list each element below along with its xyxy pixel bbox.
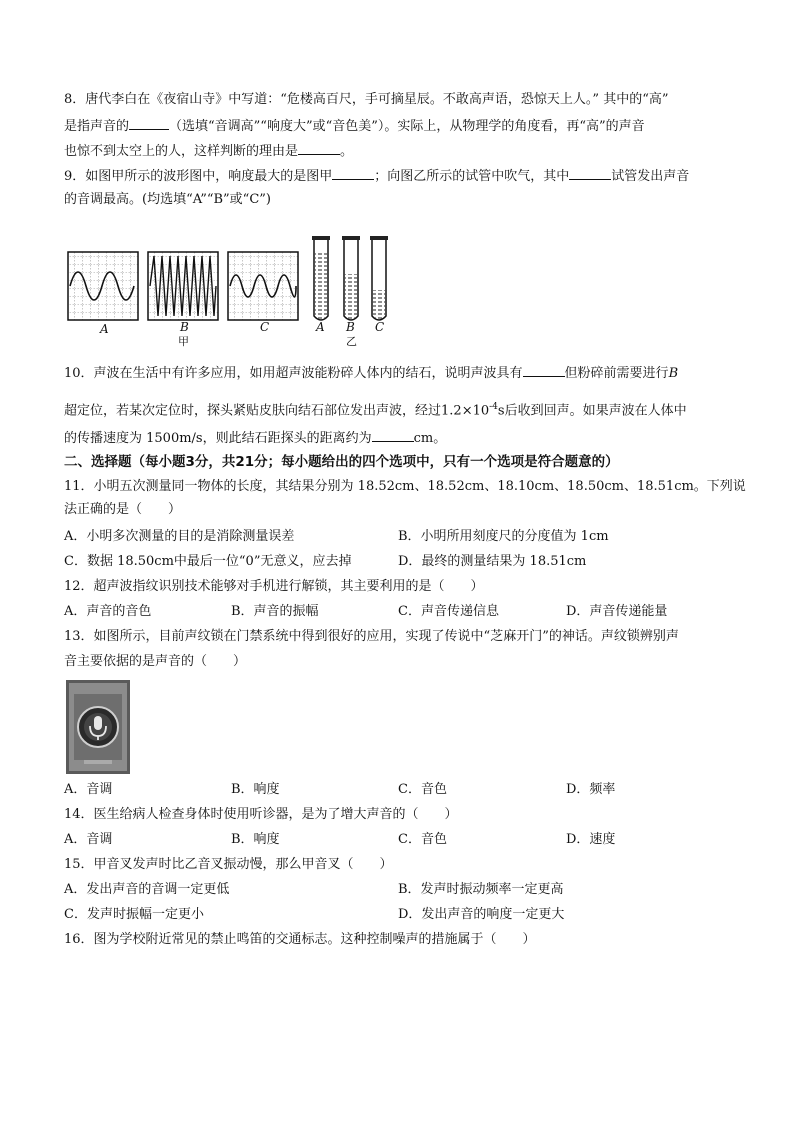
option-a[interactable]: A．发出声音的音调一定更低 xyxy=(64,882,230,897)
q12-stem: 12．超声波指纹识别技术能够对手机进行解锁，其主要利用的是（ ） xyxy=(64,579,484,594)
q10-text: 超定位，若某次定位时，探头紧贴皮肤向结石部位发出声波，经过 xyxy=(64,403,442,419)
q8-text: 。 xyxy=(340,144,354,159)
q9-line2: 的音调最高。(均选填“A”“B”或“C”) xyxy=(64,192,271,207)
answer-blank[interactable] xyxy=(523,362,565,377)
q13-stem: 13．如图所示，目前声纹锁在门禁系统中得到很好的应用，实现了传说中“芝麻开门”的神话。声纹锁辨别声 xyxy=(64,629,679,644)
q14-stem: 14．医生给病人检查身体时使用听诊器，是为了增大声音的（ ） xyxy=(64,807,458,822)
fig-label: A xyxy=(100,322,109,336)
section-heading: 二、选择题（每小题3分，共21分；每小题给出的四个选项中，只有一个选项是符合题意的） xyxy=(64,454,619,470)
q8-line1: 8．唐代李白在《夜宿山寺》中写道：“危楼高百尺，手可摘星辰。不敢高声语，恐惊天上人。” 其中的“高” xyxy=(64,92,669,107)
answer-blank[interactable] xyxy=(332,165,374,180)
tube-label: C xyxy=(375,320,385,334)
fig-label: B xyxy=(180,320,189,334)
option-b[interactable]: B．响度 xyxy=(231,782,280,797)
q10-line1 xyxy=(64,362,678,384)
q13-stem: 音主要依据的是声音的（ ） xyxy=(64,654,247,669)
q10-text: 但粉碎前需要进行 xyxy=(564,366,669,381)
option-b[interactable]: B．响度 xyxy=(231,832,280,847)
voiceprint-lock-image xyxy=(66,680,130,774)
option-d[interactable]: D．声音传递能量 xyxy=(566,604,668,619)
q15-stem: 15．甲音叉发声时比乙音叉振动慢，那么甲音叉（ ） xyxy=(64,857,393,872)
q11-stem: 11．小明五次测量同一物体的长度，其结果分别为 18.52cm、18.52cm、18.10cm、18.50cm、18.51cm。下列说 xyxy=(64,479,746,494)
option-b[interactable]: B．声音的振幅 xyxy=(231,604,319,619)
q8-line2 xyxy=(64,115,645,137)
q10-text: 10．声波在生活中有许多应用，如用超声波能粉碎人体内的结石，说明声波具有 xyxy=(64,366,523,381)
answer-blank[interactable] xyxy=(129,115,169,130)
q10-text: 的传播速度为 1500m/s，则此结石距探头的距离约为 xyxy=(64,431,372,446)
option-a[interactable]: A．音调 xyxy=(64,832,113,847)
option-d[interactable]: D．频率 xyxy=(566,782,616,797)
waveform-b-icon xyxy=(148,252,218,320)
q8-text: （选填“音调高”“响度大”或“音色美”）。实际上，从物理学的角度看，再“高”的声音 xyxy=(169,119,645,134)
q11-stem: 法正确的是（ ） xyxy=(64,502,182,517)
fig-label: C xyxy=(260,320,270,334)
q9-text: 9．如图甲所示的波形图中，响度最大的是图甲 xyxy=(64,169,333,184)
q9-text: 试管发出声音 xyxy=(611,169,690,184)
option-d[interactable]: D．发出声音的响度一定更大 xyxy=(398,907,565,922)
fig-caption: 乙 xyxy=(346,335,357,348)
waveform-c-icon xyxy=(228,252,298,320)
option-c[interactable]: C．数据 18.50cm中最后一位“0”无意义，应去掉 xyxy=(64,554,352,569)
answer-blank[interactable] xyxy=(569,165,611,180)
q10-exponent: -4 xyxy=(489,402,498,412)
q10-line3 xyxy=(64,427,446,449)
option-d[interactable]: D．速度 xyxy=(566,832,616,847)
q9-text: ；向图乙所示的试管中吹气，其中 xyxy=(374,169,570,184)
option-a[interactable]: A．声音的音色 xyxy=(64,604,152,619)
q10-value: 1.2×10 xyxy=(441,403,490,419)
q8-text: 也惊不到太空上的人，这样判断的理由是 xyxy=(64,144,299,159)
test-tube-c-icon xyxy=(370,236,388,320)
waveform-a-icon xyxy=(68,252,138,320)
q10-text: cm。 xyxy=(413,431,447,446)
tube-label: B xyxy=(346,320,355,334)
option-c[interactable]: C．声音传递信息 xyxy=(398,604,499,619)
option-a[interactable]: A．小明多次测量的目的是消除测量误差 xyxy=(64,529,295,544)
q10-text: B xyxy=(668,366,679,381)
option-c[interactable]: C．音色 xyxy=(398,782,447,797)
q10-text: s后收到回声。如果声波在人体中 xyxy=(497,403,687,419)
q10-line2 xyxy=(64,397,687,421)
q9-line1 xyxy=(64,165,689,187)
q8-text: 是指声音的 xyxy=(64,119,130,134)
option-c[interactable]: C．音色 xyxy=(398,832,447,847)
option-b[interactable]: B．小明所用刻度尺的分度值为 1cm xyxy=(398,529,609,544)
q8-line3 xyxy=(64,140,353,162)
answer-blank[interactable] xyxy=(372,427,414,442)
q16-stem: 16．图为学校附近常见的禁止鸣笛的交通标志。这种控制噪声的措施属于（ ） xyxy=(64,932,536,947)
test-tube-a-icon xyxy=(312,236,330,320)
tube-label: A xyxy=(316,320,325,334)
option-a[interactable]: A．音调 xyxy=(64,782,113,797)
option-c[interactable]: C．发声时振幅一定更小 xyxy=(64,907,204,922)
fig-caption: 甲 xyxy=(178,335,189,348)
answer-blank[interactable] xyxy=(298,140,340,155)
option-d[interactable]: D．最终的测量结果为 18.51cm xyxy=(398,554,587,569)
test-tube-b-icon xyxy=(342,236,360,320)
option-b[interactable]: B．发声时振动频率一定更高 xyxy=(398,882,564,897)
